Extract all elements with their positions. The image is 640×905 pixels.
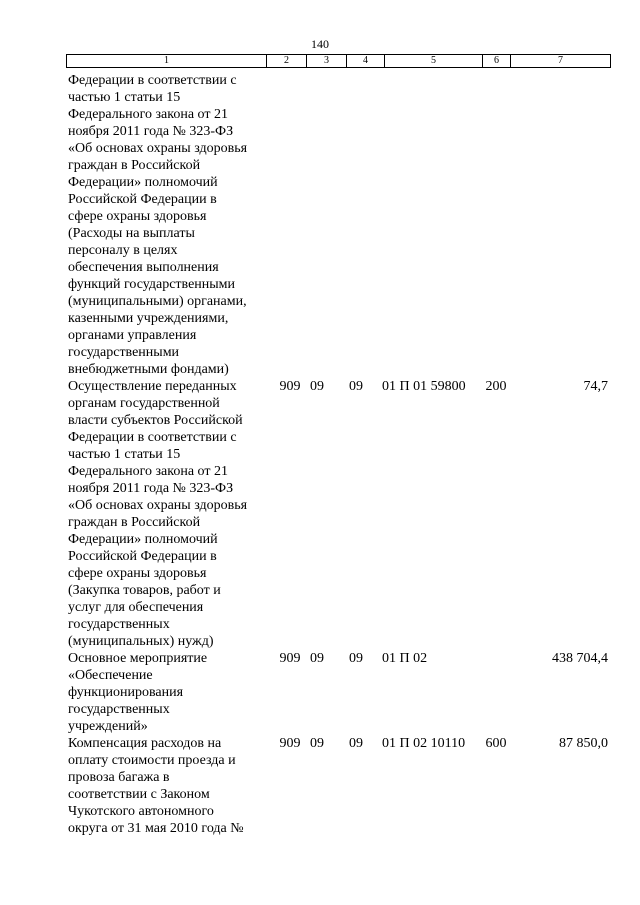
row-section-code: 09 [310,651,324,666]
row-department-code: 909 [279,736,301,751]
table-row [66,72,610,378]
column-header-6: 6 [483,55,511,68]
table-row [66,650,610,735]
row-subsection-code: 09 [349,651,363,666]
row-description: Компенсация расходов на оплату стоимости проезда и провоза багажа в соответствии с Законом Чукотского автономного округа от 31 мая 2010 года № [68,736,244,836]
page-number: 140 [311,37,329,51]
row-amount: 74,7 [583,379,608,394]
column-header-1: 1 [67,55,267,68]
column-header-table [66,54,611,68]
row-amount: 438 704,4 [552,651,608,666]
budget-table-body [66,72,610,837]
column-header-5: 5 [385,55,483,68]
row-expense-type: 200 [485,379,507,394]
row-section-code: 09 [310,379,324,394]
column-number-row [67,55,611,68]
row-section-code: 09 [310,736,324,751]
row-department-code: 909 [279,651,301,666]
row-description: Основное мероприятие «Обеспечение функционирования государственных учреждений» [68,651,208,734]
row-description: Федерации в соответствии с частью 1 статьи 15 Федерального закона от 21 ноября 2011 года № 323-ФЗ «Об основах охраны здоровья граждан в Российской Федерации» полномочий Российской Федерации в сфере охраны здоровья (Расходы на выплаты персоналу в целях обеспечения выполнения функций государственными (муниципальными) органами, казенными учреждениями, органами управления государственными внебюджетными фондами) [68,73,248,377]
row-department-code: 909 [279,379,301,394]
row-target-article: 01 П 01 59800 [382,379,466,394]
table-row [66,378,610,650]
row-amount: 87 850,0 [559,736,608,751]
column-header-4: 4 [347,55,385,68]
row-expense-type: 600 [485,736,507,751]
row-subsection-code: 09 [349,736,363,751]
column-header-3: 3 [307,55,347,68]
column-header-2: 2 [267,55,307,68]
table-row [66,735,610,837]
row-target-article: 01 П 02 [382,651,428,666]
row-target-article: 01 П 02 10110 [382,736,466,751]
row-description: Осуществление переданных органам государственной власти субъектов Российской Федерации в соответствии с частью 1 статьи 15 Федерального закона от 21 ноября 2011 года № 323-ФЗ «Об основах охраны здоровья граждан в Российской Федерации» полномочий Российской Федерации в сфере охраны здоровья (Закупка товаров, работ и услуг для обеспечения государственных (муниципальных) нужд) [68,379,248,649]
row-subsection-code: 09 [349,379,363,394]
column-header-7: 7 [511,55,611,68]
